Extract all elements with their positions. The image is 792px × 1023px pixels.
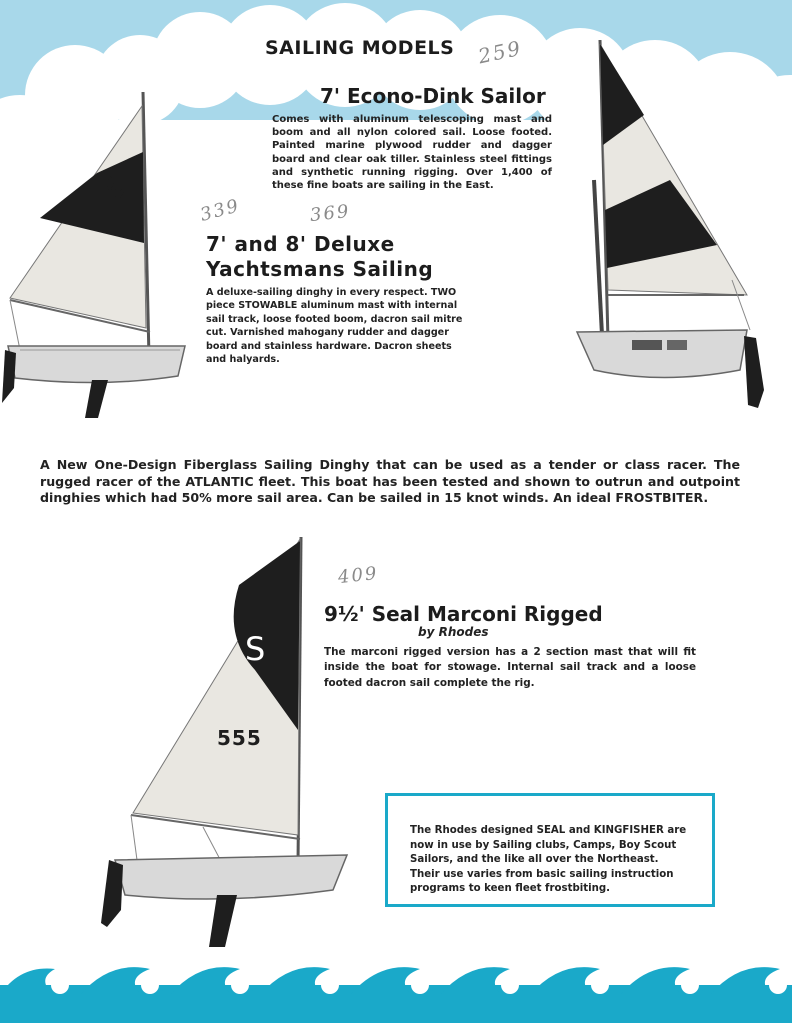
callout-text: The Rhodes designed SEAL and KINGFISHER are now in use by Sailing clubs, Camps, Boy Scout Sailors, and the like all over the Northeast. Their use varies from basic sailing instruction programs to keen fleet frostbiting. — [410, 825, 687, 895]
seal-subtitle: by Rhodes — [418, 625, 489, 639]
handwritten-note: 409 — [337, 562, 380, 589]
seal-sailboat-illustration — [95, 535, 355, 950]
seal-description: The marconi rigged version has a 2 section mast that will fit inside the boat for stowage. Internal sail track and a loose footed dacron sail complete the rig. — [324, 646, 696, 689]
seal-sail-letter: S — [245, 630, 266, 668]
deluxe-title-line2: Yachtsmans Sailing — [206, 257, 434, 281]
deluxe-description: A deluxe-sailing dinghy in every respect. TWO piece STOWABLE aluminum mast with internal sail track, loose footed boom, dacron sail mitre cut. Varnished mahogany rudder and dagger board and stainless hardware. Dacron sheets and halyards. — [206, 287, 463, 366]
left-sailboat-illustration — [0, 88, 200, 423]
sail-letters: D Y — [98, 171, 126, 209]
handwritten-note: 339 — [197, 195, 243, 226]
intro-paragraph: A New One-Design Fiberglass Sailing Dinghy that can be used as a tender or class racer. The rugged racer of the ATLANTIC fleet. This boat has been tested and shown to outrun and outpoint dinghies which had 50% more sail area. Can be sailed in 15 knot winds. An ideal FROSTBITER. — [40, 457, 740, 505]
callout-box — [385, 793, 715, 907]
econo-dink-title: 7' Econo-Dink Sailor — [320, 84, 546, 108]
right-sailboat-illustration — [572, 40, 772, 415]
seal-sail-number: 555 — [217, 726, 262, 750]
page-title: SAILING MODELS — [265, 37, 455, 59]
wave-border-footer — [0, 955, 792, 1023]
handwritten-note: 369 — [309, 200, 352, 227]
deluxe-title-line1: 7' and 8' Deluxe — [206, 232, 395, 256]
econo-dink-description: Comes with aluminum telescoping mast and boom and all nylon colored sail. Loose footed. Painted marine plywood rudder and dagger board and clear oak tiller. Stainless steel fittings and synthetic running rigging. Over 1,400 of these fine boats are sailing in the East. — [272, 114, 552, 192]
handwritten-note: 259 — [475, 35, 525, 69]
seal-title: 9½' Seal Marconi Rigged — [324, 602, 603, 626]
